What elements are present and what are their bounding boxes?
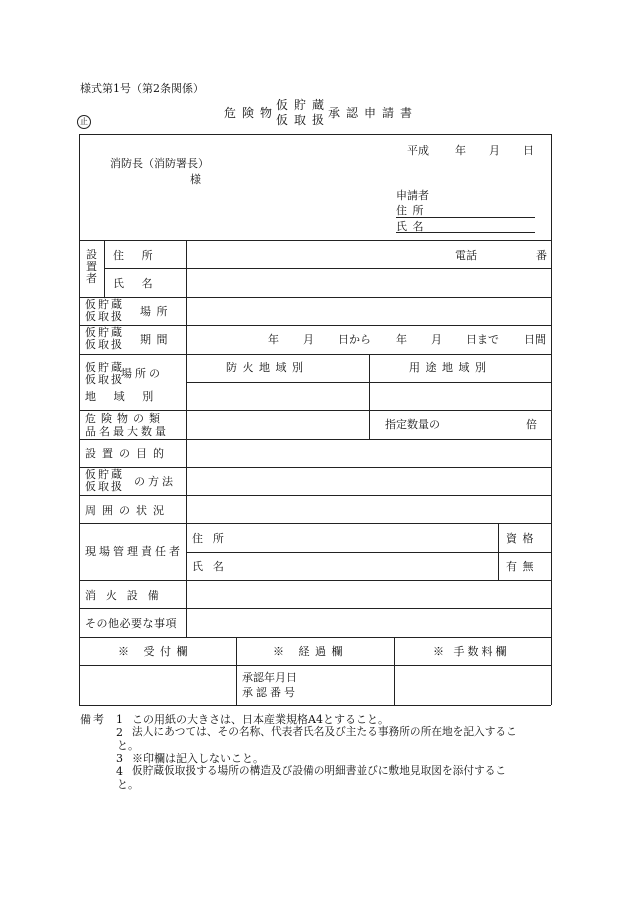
manager-name-label: 氏名 <box>192 560 234 573</box>
title-suffix: 承認申請書 <box>328 106 419 120</box>
manager-label: 現場管理責任者 <box>85 545 183 558</box>
zone-line2: 仮取扱 <box>85 373 124 386</box>
method-label: の方法 <box>134 475 176 488</box>
note-4-text: 仮貯蔵仮取扱する場所の構造及び設備の明細書並びに敷地見取図を添付するこ <box>132 764 507 777</box>
period-to-year: 年 <box>396 333 407 346</box>
note-2-continuation: と。 <box>117 739 139 752</box>
hazmat-line2: 品名最大数量 <box>85 425 169 438</box>
date-month: 月 <box>489 144 500 157</box>
installer-phone-label: 電話 <box>455 249 477 262</box>
qualification-label: 資格 <box>506 532 539 545</box>
installer-address-label: 住所 <box>113 249 171 262</box>
applicant-label: 申請者 <box>396 189 429 202</box>
note-4-number: 4 <box>116 765 123 778</box>
note-2-text: 法人にあつては、その名称、代表者氏名及び主たる事務所の所在地を記入するこ <box>132 725 517 738</box>
applicant-address-label: 住所 <box>396 204 429 217</box>
period-from-day: 日から <box>338 333 371 346</box>
approval-number-label: 承認番号 <box>242 686 298 699</box>
place-line1: 仮貯蔵 <box>85 298 124 311</box>
use-zone-label: 用途地域別 <box>409 361 492 374</box>
title-prefix: 危険物 <box>224 106 279 120</box>
period-line1: 仮貯蔵 <box>85 326 124 339</box>
manager-address-label: 住所 <box>192 532 234 545</box>
date-era: 平成 <box>407 144 429 157</box>
installer-group-label: 設置者 <box>86 248 97 285</box>
method-line2: 仮取扱 <box>85 480 124 493</box>
honorific: 様 <box>190 173 201 186</box>
period-from-year: 年 <box>268 333 279 346</box>
note-3-text: ※印欄は記入しないこと。 <box>132 752 264 765</box>
zone-label-a: 場所の <box>121 367 163 380</box>
applicant-name-label: 氏名 <box>396 220 429 233</box>
method-line1: 仮貯蔵 <box>85 468 124 481</box>
fire-zone-label: 防火地域別 <box>226 361 309 374</box>
seal-mark: 止 <box>77 115 91 129</box>
period-label: 期間 <box>140 333 173 346</box>
installer-phone-unit: 番 <box>536 249 547 262</box>
installer-name-label: 氏名 <box>113 277 171 290</box>
presence-label: 有無 <box>506 560 539 573</box>
note-1-text: この用紙の大きさは、日本産業規格A4とすること。 <box>132 713 389 726</box>
notes-label: 備考 <box>80 713 106 726</box>
note-4-continuation: と。 <box>117 778 139 791</box>
surroundings-label: 周囲の状況 <box>85 504 170 517</box>
date-year: 年 <box>455 144 466 157</box>
applicant-name-line <box>396 232 535 233</box>
period-to-month: 月 <box>431 333 442 346</box>
progress-header: ※ 経過欄 <box>273 645 348 658</box>
note-3-number: 3 <box>116 752 123 765</box>
extinguisher-label: 消火設備 <box>85 589 169 602</box>
designated-qty-label: 指定数量の <box>385 418 440 431</box>
reception-header: ※ 受付欄 <box>118 645 193 658</box>
title-variant-top: 仮貯蔵 <box>276 98 331 112</box>
zone-label-b: 地域別 <box>85 390 171 403</box>
date-day: 日 <box>523 144 534 157</box>
form-number: 様式第1号（第2条関係） <box>80 82 204 95</box>
other-label: その他必要な事項 <box>85 617 177 630</box>
note-1-number: 1 <box>116 713 123 726</box>
place-line2: 仮取扱 <box>85 310 124 323</box>
zone-line1: 仮貯蔵 <box>85 361 124 374</box>
fee-header: ※ 手数料欄 <box>433 645 510 658</box>
approval-date-label: 承認年月日 <box>242 671 297 684</box>
period-line2: 仮取扱 <box>85 338 124 351</box>
title-variant-bottom: 仮取扱 <box>276 113 331 127</box>
period-days: 日間 <box>524 333 546 346</box>
place-label: 場所 <box>140 305 173 318</box>
period-to-day: 日まで <box>466 333 499 346</box>
purpose-label: 設置の目的 <box>85 447 170 460</box>
addressee: 消防長（消防署長） <box>110 157 209 170</box>
note-2-number: 2 <box>116 726 123 739</box>
times-label: 倍 <box>526 418 537 431</box>
hazmat-line1: 危険物の類 <box>85 412 165 425</box>
applicant-address-line <box>396 217 535 218</box>
period-from-month: 月 <box>303 333 314 346</box>
